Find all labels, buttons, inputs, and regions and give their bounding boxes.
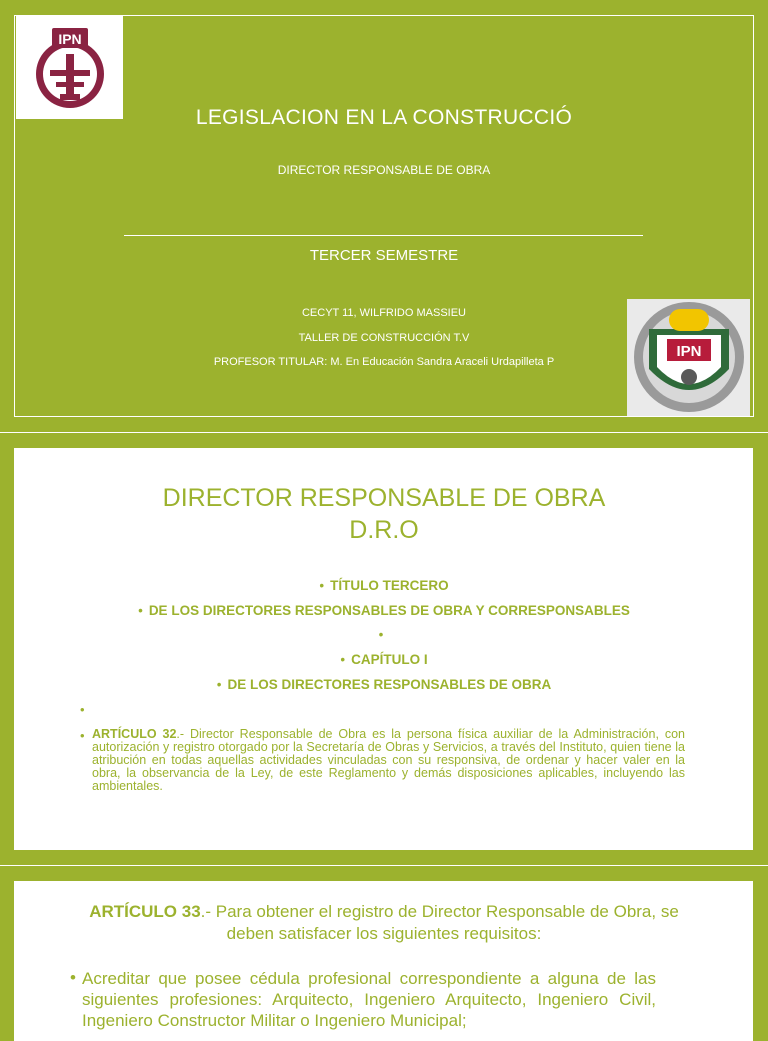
ipn-logo-label: IPN: [58, 31, 82, 47]
bullet-icon: •: [319, 578, 325, 593]
slide-separator: [0, 865, 768, 866]
article-33-text: .- Para obtener el registro de Director Responsable de Obra, se deben satisfacer los siguientes requisitos:: [200, 902, 679, 943]
slide-title-line1: DIRECTOR RESPONSABLE DE OBRA: [162, 484, 606, 512]
list-item: [0, 603, 768, 618]
bullet-icon: •: [378, 627, 384, 642]
list-item: [0, 578, 768, 593]
cecyt-logo: [627, 299, 750, 416]
presentation-subtitle: DIRECTOR RESPONSABLE DE OBRA: [277, 163, 491, 177]
bullet-icon: •: [80, 702, 85, 717]
article-32-paragraph: [92, 728, 685, 793]
list-item-text: CAPÍTULO I: [351, 652, 428, 667]
article-32-label: ARTÍCULO 32: [92, 727, 177, 741]
cecyt-logo-graphic: [627, 299, 750, 416]
cecyt-logo-label: IPN: [676, 343, 702, 360]
article-33-label: ARTÍCULO 33: [89, 902, 201, 921]
slide-title-line2: D.R.O: [349, 516, 419, 544]
bullet-icon: •: [138, 603, 143, 618]
bullet-icon: •: [340, 652, 346, 667]
list-item: [0, 627, 768, 642]
article-33-paragraph: [80, 901, 688, 945]
list-item-text: DE LOS DIRECTORES RESPONSABLES DE OBRA Y CORRESPONSABLES: [148, 603, 630, 618]
title-divider: [124, 235, 643, 236]
article-32-text: .- Director Responsable de Obra es la persona física auxiliar de la Administración, con autorización y registro otorgado por la Secretaría de Obras y Servicios, a través del Instituto, quien tiene la atribución en todas aquellas actividades vinculadas con su responsiva, de ordenar y hacer valer en la obra, la observancia de la Ley, de este Reglamento y demás disposiciones aplicables, incluyendo las ambientales.: [92, 727, 686, 793]
presentation-title: LEGISLACION EN LA CONSTRUCCIÓ: [195, 106, 573, 129]
requirement-item: Acreditar que posee cédula profesional correspondiente a alguna de las siguientes profesiones: Arquitecto, Ingeniero Arquitecto, Ingeniero Civil, Ingeniero Constructor Militar o Ingeniero Municipal;: [82, 969, 656, 1030]
list-item: [0, 677, 768, 692]
list-item: [0, 652, 768, 667]
ipn-logo-graphic: [16, 16, 123, 119]
workshop-line: TALLER DE CONSTRUCCIÓN T.V: [298, 332, 470, 344]
ipn-logo: [16, 16, 123, 119]
teacher-line: PROFESOR TITULAR: M. En Educación Sandra Araceli Urdapilleta P: [213, 356, 555, 368]
semester-label: TERCER SEMESTRE: [309, 247, 459, 264]
bullet-icon: •: [70, 968, 76, 987]
school-line: CECYT 11, WILFRIDO MASSIEU: [301, 307, 466, 319]
bullet-icon: •: [216, 677, 222, 692]
slide-separator: [0, 432, 768, 433]
list-item-text: TÍTULO TERCERO: [330, 578, 449, 593]
bullet-icon: •: [80, 728, 85, 743]
list-item-text: DE LOS DIRECTORES RESPONSABLES DE OBRA: [227, 677, 552, 692]
slide-title: [0, 482, 768, 546]
